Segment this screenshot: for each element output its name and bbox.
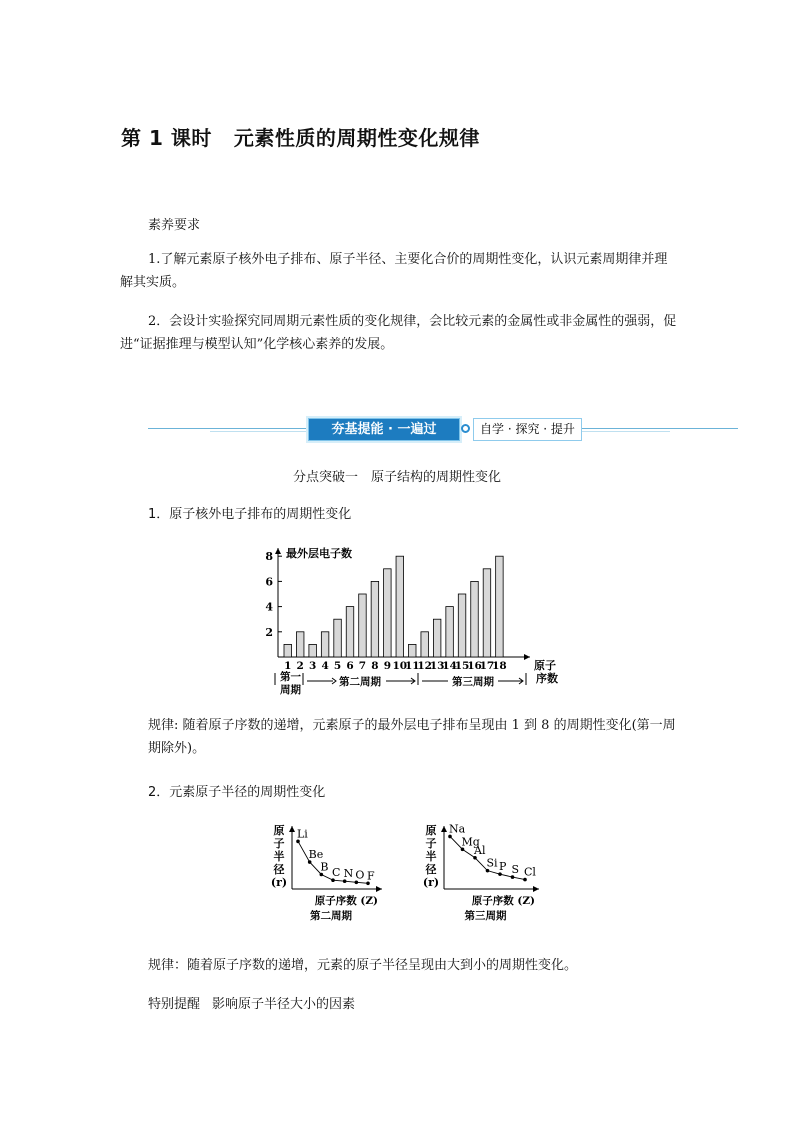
period-label-3: 第三周期 [452, 676, 494, 688]
element-label: Cl [524, 865, 536, 879]
chart-caption: 第二周期 [310, 910, 352, 922]
bar [483, 569, 491, 657]
x-tick-label: 8 [371, 660, 379, 672]
period-label-1b: 周期 [280, 684, 301, 696]
rule-electron: 规律: 随着原子序数的递增，元素原子的最外层电子排布呈现由 1 到 8 的周期性变化(第一周期除外)。 [148, 718, 676, 756]
bar [396, 556, 404, 657]
banner-rule-right-accent [580, 431, 670, 432]
element-label: O [355, 868, 365, 882]
bar [309, 644, 317, 657]
bar [409, 644, 417, 657]
x-tick-label: 1 [284, 660, 292, 672]
literacy-item-2: 2．会设计实验探究同周期元素性质的变化规律，会比较元素的金属性或非金属性的强弱，促进“证据推理与模型认知”化学核心素养的发展。 [120, 314, 677, 352]
y-tick-label: 4 [265, 600, 273, 614]
x-tick-label: 10 [392, 660, 408, 672]
electron-chart [258, 540, 568, 705]
bar [334, 619, 342, 657]
y-axis-label: 原 [273, 824, 285, 837]
x-tick-label: 2 [296, 660, 304, 672]
element-label: Li [297, 827, 308, 841]
y-axis-arrow [289, 826, 295, 832]
section-title: 分点突破一 原子结构的周期性变化 [292, 470, 501, 485]
chart-caption: 第三周期 [464, 910, 507, 922]
y-axis-label: 子 [425, 837, 437, 850]
x-tick-label: 14 [442, 660, 457, 672]
y-axis-label: 最外层电子数 [286, 547, 352, 560]
banner-dot-icon [461, 424, 470, 433]
element-label: Mg [461, 835, 480, 849]
banner-side: 自学 · 探究 · 提升 [473, 418, 582, 441]
banner-rule-left [148, 428, 308, 429]
radius-chart-period3 [420, 822, 555, 927]
banner-rule-right [580, 428, 738, 429]
y-axis-label: 原 [425, 824, 437, 837]
x-axis-arrow [376, 886, 382, 892]
element-label: P [499, 860, 507, 874]
x-tick-label: 16 [467, 660, 482, 672]
bar [471, 581, 479, 657]
y-axis-label: 径 [425, 863, 437, 876]
y-axis-label: 半 [425, 850, 437, 863]
subsection-title-1: 1．原子核外电子排布的周期性变化 [148, 507, 352, 522]
x-tick-label: 13 [429, 660, 445, 672]
bar [458, 594, 466, 657]
y-tick-label: 2 [265, 625, 273, 639]
bar [496, 556, 504, 657]
lesson-name: 元素性质的周期性变化规律 [233, 126, 480, 150]
y-axis-label: 半 [273, 850, 285, 863]
x-tick-label: 17 [479, 660, 495, 672]
element-label: S [511, 863, 520, 877]
bar [446, 607, 454, 657]
element-label: Al [474, 843, 486, 857]
element-label: C [332, 866, 341, 880]
element-label: Be [308, 848, 324, 862]
element-label: F [367, 869, 375, 883]
bar [371, 581, 379, 657]
period-label-1: 第一 [280, 671, 301, 683]
rule-radius: 规律：随着原子序数的递增，元素的原子半径呈现由大到小的周期性变化。 [148, 958, 578, 973]
subsection-title-2: 2．元素原子半径的周期性变化 [148, 785, 326, 800]
note-text: 影响原子半径大小的因素 [212, 997, 356, 1012]
x-tick-label: 9 [383, 660, 392, 672]
element-label: N [343, 867, 354, 881]
bar [359, 594, 367, 657]
y-axis-arrow [441, 826, 447, 832]
period-label-2: 第二周期 [339, 676, 381, 688]
x-tick-label: 7 [358, 660, 367, 672]
x-tick-label: 5 [333, 660, 342, 672]
bar [421, 632, 429, 657]
y-axis-label: 子 [273, 837, 285, 850]
banner-rule-left-accent [210, 431, 308, 432]
literacy-label: 素养要求 [148, 218, 201, 233]
x-tick-label: 15 [454, 660, 470, 672]
x-axis-arrow [524, 654, 530, 660]
bar [433, 619, 441, 657]
x-axis-label: 原子 [534, 659, 556, 672]
radius-chart-period2 [268, 822, 398, 927]
bar [384, 569, 392, 657]
y-axis-arrow [275, 548, 281, 554]
x-axis-label: 原子序数 (Z) [471, 895, 535, 907]
x-axis-label: 原子序数 (Z) [314, 895, 378, 907]
y-tick-label: 6 [265, 575, 273, 589]
x-tick-label: 12 [417, 660, 433, 672]
note-label: 特别提醒 [148, 997, 201, 1012]
y-axis-label: (r) [422, 876, 440, 889]
x-tick-label: 4 [321, 660, 329, 672]
x-tick-label: 3 [308, 660, 317, 672]
x-axis-arrow [533, 886, 539, 892]
bar [346, 607, 354, 657]
x-axis-label-2: 序数 [536, 672, 558, 685]
x-tick-label: 11 [404, 660, 420, 672]
bar [296, 632, 304, 657]
element-label: Si [486, 856, 498, 870]
y-tick-label: 8 [265, 550, 273, 564]
page-title [121, 122, 480, 151]
y-axis-label: (r) [270, 876, 288, 889]
x-tick-label: 6 [346, 660, 354, 672]
bar [284, 644, 292, 657]
special-note [148, 993, 355, 1012]
element-label: Na [449, 822, 466, 836]
banner-main: 夯基提能 · 一遍过 [308, 418, 460, 441]
element-label: B [320, 860, 329, 874]
lesson-number: 第 1 课时 [121, 126, 212, 150]
literacy-item-1: 1.了解元素原子核外电子排布、原子半径、主要化合价的周期性变化，认识元素周期律并理解其实质。 [120, 252, 668, 290]
x-tick-label: 18 [492, 660, 507, 672]
bar [321, 632, 329, 657]
y-axis-label: 径 [273, 863, 285, 876]
